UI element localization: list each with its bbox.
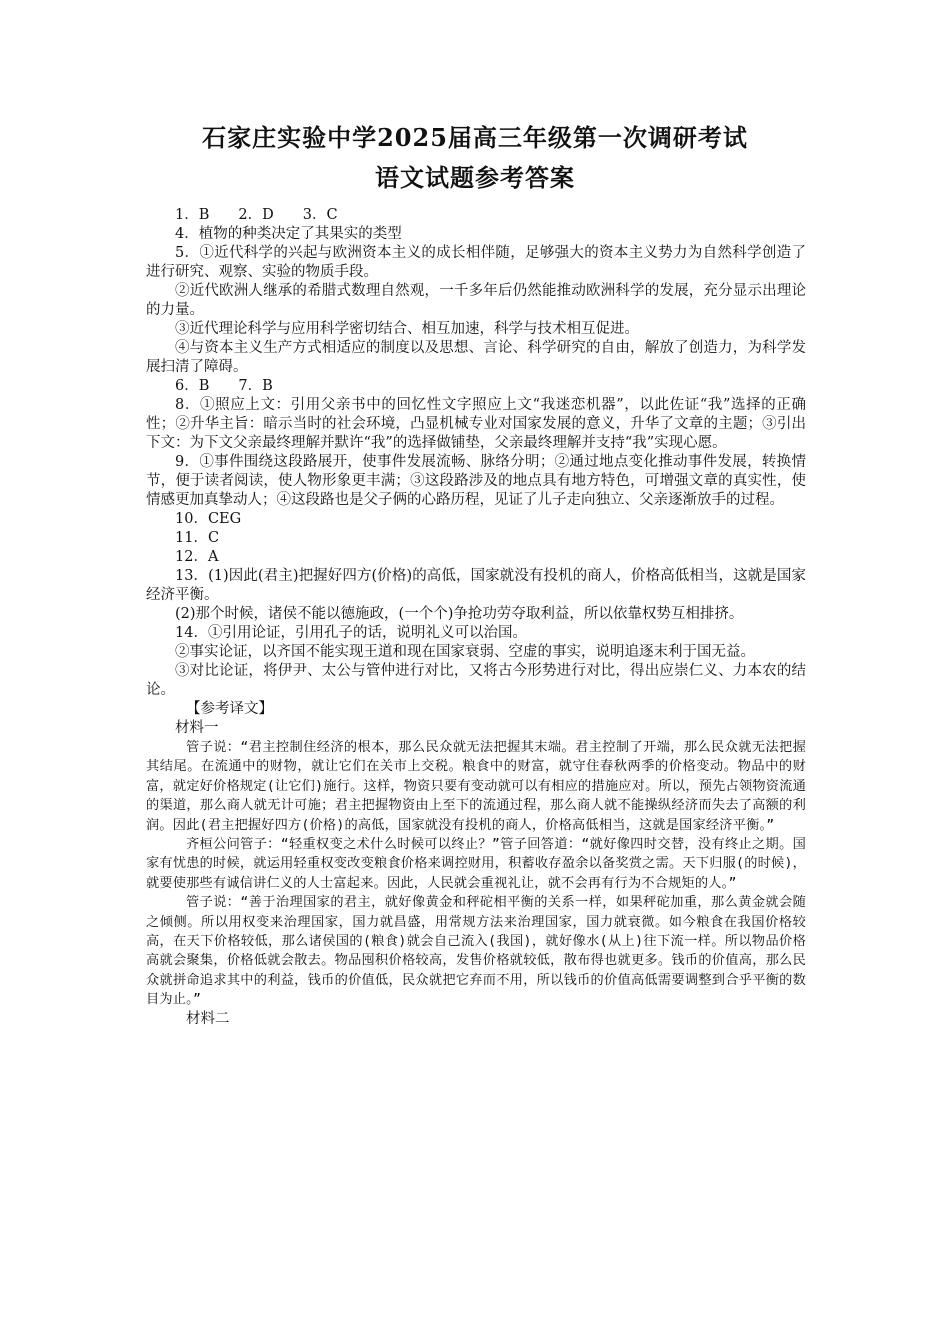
answer-14-3: ③对比论证，将伊尹、太公与管仲进行对比，又将古今形势进行对比，得出应崇仁义、力本农的结论。 <box>146 663 806 698</box>
answer-11: 11．C <box>175 530 220 546</box>
material-1-label: 材料一 <box>175 720 219 736</box>
translation-paragraph: 管子说：“善于治理国家的君主，就好像黄金和秤砣相平衡的关系一样，如果秤砣加重，那么黄金就会随之倾侧。所以用权变来治理国家，国力就昌盛，用常规方法来治理国家，国力就衰微。如今粮食在我国价格较高，在天下价格较低，那么诸侯国的(粮食)就会自己流入(我国)，就好像水(从上)往下流一样。所以物品价格高就会聚集，价格低就会散去。物品囤积价格较高，发售价格就较低，散布得也就更多。钱币的价值高，那么民众就拼命追求其中的利益，钱币的价值低，民众就把它弃而不用，所以钱币的价值高低需要调整到合乎平衡的数目为止。” <box>146 895 806 1008</box>
translation-paragraph: 管子说：“君主控制住经济的根本，那么民众就无法把握其末端。君主控制了开端，那么民众就无法把握其结尾。在流通中的财物，就让它们在关市上交税。粮食中的财富，就守住春秋两季的价格变动。物品中的财富，就定好价格规定(让它们)施行。这样，物资只要有变动就可以有相应的措施应对。所以，预先占领物资流通的渠道，那么商人就无计可施；君主把握物资由上至下的流通过程，那么商人就不能操纵经济而失去了高额的利润。因此(君主把握好四方(价格)的高低，国家就没有投机的商人，价格高低相当，这就是国家经济平衡。” <box>146 740 806 833</box>
answer-14-2: ②事实论证，以齐国不能实现王道和现在国家衰弱、空虚的事实，说明追逐末利于国无益。 <box>175 644 755 660</box>
answer-body <box>146 206 806 1029</box>
document-title: 石家庄实验中学2025届高三年级第一次调研考试 <box>202 123 748 152</box>
translation-paragraph: 齐桓公问管子：“轻重权变之术什么时候可以终止？”管子回答道：“就好像四时交替，没有终止之期。国家有忧患的时候，就运用轻重权变改变粮食价格来调控财用，积蓄收存盈余以备奖赏之需。天下归服(的时候)，就要使那些有诚信讲仁义的人士富起来。因此，人民就会重视礼让，就不会再有行为不合规矩的人。” <box>146 837 806 891</box>
document-subtitle: 语文试题参考答案 <box>375 163 575 192</box>
answer-5-1: 5．①近代科学的兴起与欧洲资本主义的成长相伴随，足够强大的资本主义势力为自然科学创造了进行研究、观察、实验的物质手段。 <box>146 245 806 280</box>
answer-14-1: 14．①引用论证，引用孔子的话，说明礼义可以治国。 <box>175 625 527 641</box>
answer-1-3: 1．B 2．D 3．C <box>175 207 338 223</box>
answer-12: 12．A <box>175 549 219 565</box>
answer-9: 9．①事件围绕这段路展开，使事件发展流畅、脉络分明；②通过地点变化推动事件发展，转换情节，便于读者阅读，使人物形象更丰满；③这段路涉及的地点具有地方特色，可增强文章的真实性，使情感更加真挚动人；④这段路也是父子俩的心路历程，见证了儿子走向独立、父亲逐渐放手的过程。 <box>146 454 806 508</box>
answer-10: 10．CEG <box>175 511 242 527</box>
answer-4: 4．植物的种类决定了其果实的类型 <box>175 226 402 242</box>
translation-heading: 【参考译文】 <box>186 701 273 717</box>
answer-5-3: ③近代理论科学与应用科学密切结合、相互加速，科学与技术相互促进。 <box>175 321 639 337</box>
answer-8: 8．①照应上文：引用父亲书中的回忆性文字照应上文“我迷恋机器”，以此佐证“我”选择的正确性；②升华主旨：暗示当时的社会环境，凸显机械专业对国家发展的意义，升华了文章的主题；③引出下文：为下文父亲最终理解并默许“我”的选择做铺垫，父亲最终理解并支持“我”实现心愿。 <box>146 397 806 451</box>
answer-5-2: ②近代欧洲人继承的希腊式数理自然观，一千多年后仍然能推动欧洲科学的发展，充分显示出理论的力量。 <box>146 283 806 318</box>
material-2-label: 材料二 <box>186 1010 230 1027</box>
answer-13-2: (2)那个时候，诸侯不能以德施政，(一个个)争抢功劳夺取利益，所以依靠权势互相排挤。 <box>175 606 744 622</box>
answer-13-1: 13．(1)因此(君主)把握好四方(价格)的高低，国家就没有投机的商人，价格高低相当，这就是国家经济平衡。 <box>146 568 806 603</box>
answer-6-7: 6．B 7．B <box>175 378 273 394</box>
answer-5-4: ④与资本主义生产方式相适应的制度以及思想、言论、科学研究的自由，解放了创造力，为科学发展扫清了障碍。 <box>146 340 806 375</box>
